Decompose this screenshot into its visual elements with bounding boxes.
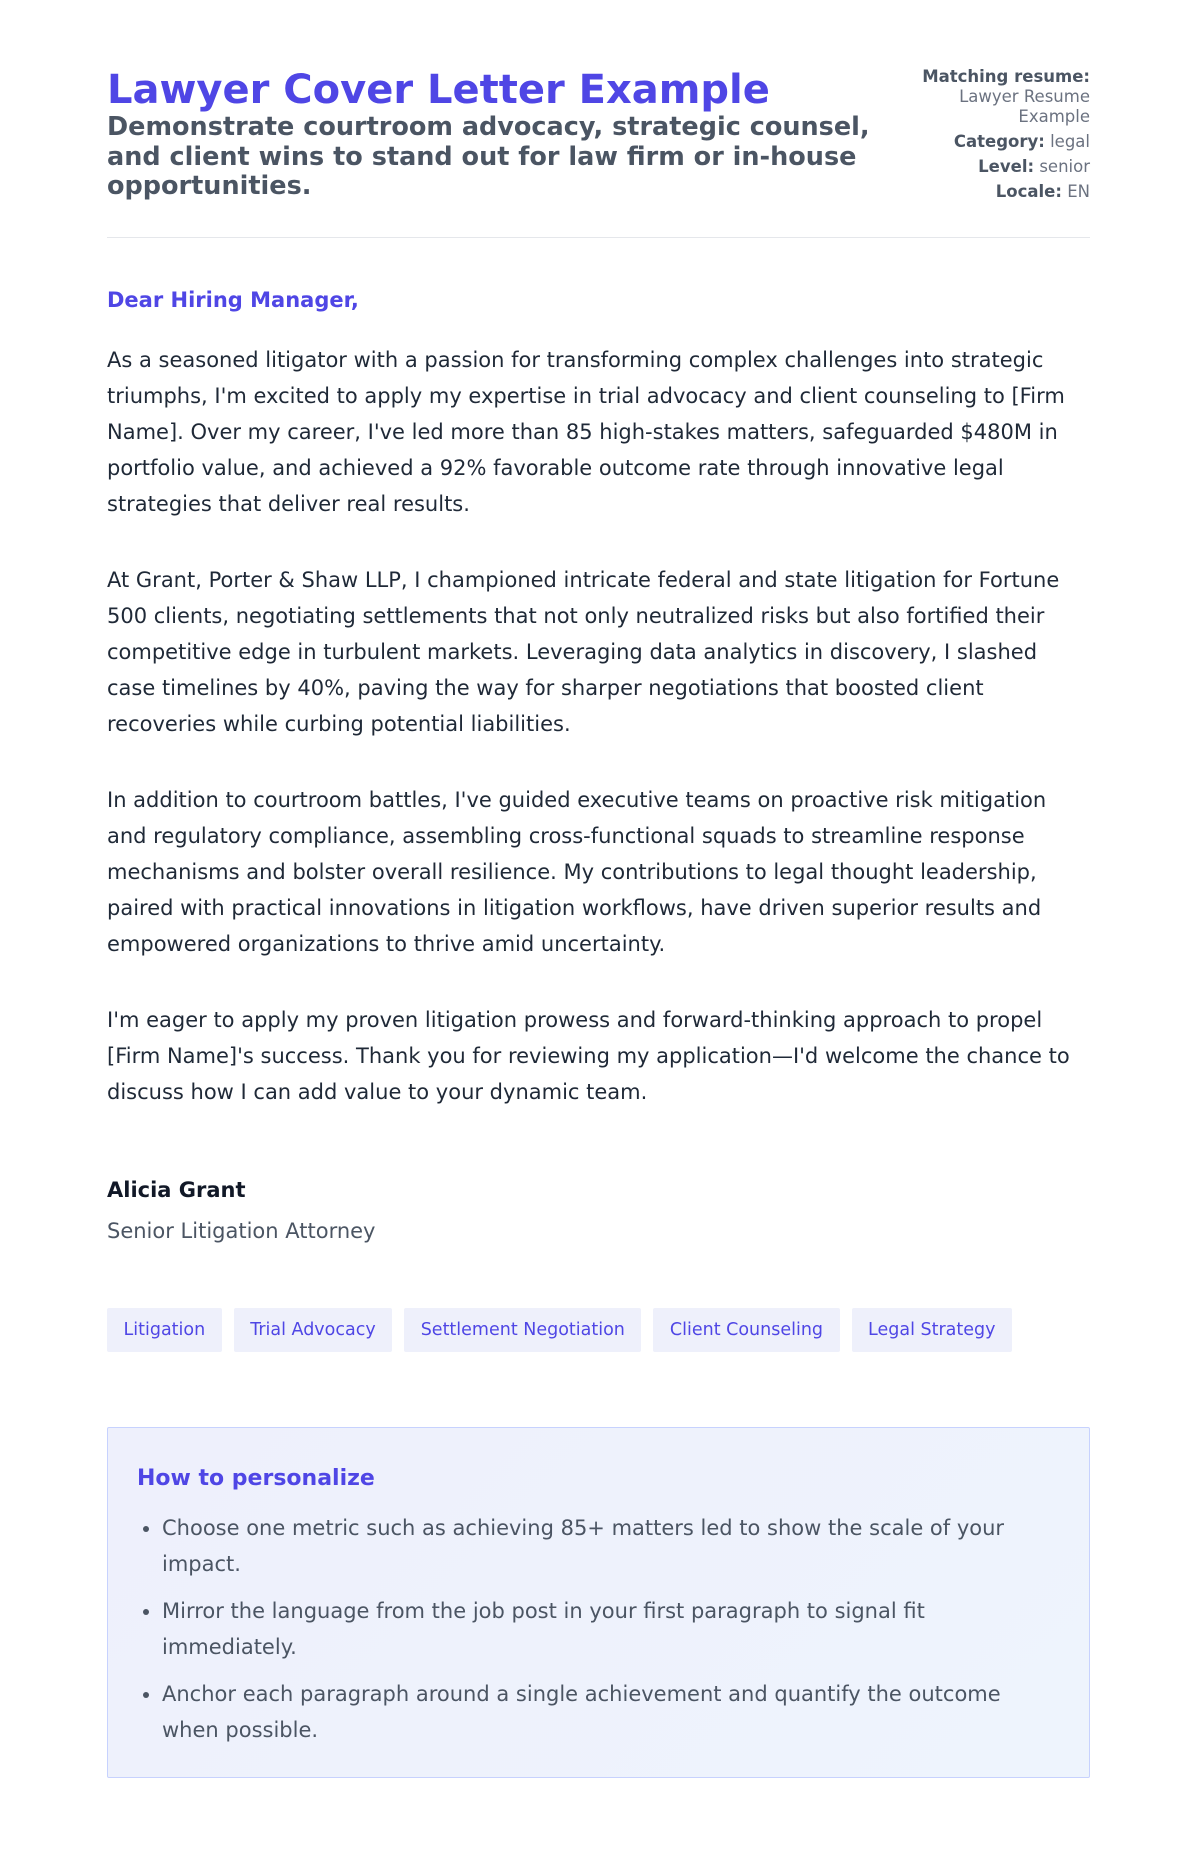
meta-matching-resume-value[interactable]: Lawyer Resume Example: [959, 87, 1090, 126]
skill-tag: Client Counseling: [653, 1308, 839, 1352]
skill-tag: Legal Strategy: [852, 1308, 1012, 1352]
meta-category-value: legal: [1050, 132, 1090, 151]
meta-matching-resume: [900, 67, 1090, 127]
tips-title: How to personalize: [137, 1466, 375, 1491]
meta-level: [900, 157, 1090, 177]
tip-item: • Anchor each paragraph around a single achievement and quantify the outcome when possible.: [162, 1676, 1062, 1748]
page-subtitle: Demonstrate courtroom advocacy, strategic counsel, and client wins to stand out for law firm or in-house opportunities.: [107, 112, 870, 201]
page-title: Lawyer Cover Letter Example: [107, 67, 770, 113]
letter-paragraph: I'm eager to apply my proven litigation prowess and forward-thinking approach to propel [Firm Name]'s success. Thank you for reviewing my application—I'd welcome the chance to discuss how I can add value to your dynamic team.: [107, 1008, 1070, 1104]
meta-matching-resume-label: Matching resume:: [922, 67, 1090, 86]
meta-category: [900, 132, 1090, 152]
meta-locale-value: EN: [1067, 182, 1090, 201]
tip-item: • Mirror the language from the job post in your first paragraph to signal fit immediately.: [162, 1593, 1062, 1665]
cover-letter-page: [107, 0, 1090, 1742]
signature-name: Alicia Grant: [107, 1178, 246, 1202]
letter-body: [107, 342, 1090, 1150]
tip-item: • Choose one metric such as achieving 85+ matters led to show the scale of your impact.: [162, 1510, 1062, 1582]
letter-paragraph: At Grant, Porter & Shaw LLP, I championed intricate federal and state litigation for Fortune 500 clients, negotiating settlements that not only neutralized risks but also fortified their competitive edge in turbulent markets. Leveraging data analytics in discovery, I slashed case timelines by 40%, paving the way for sharper negotiations that boosted client recoveries while curbing potential liabilities.: [107, 568, 1060, 736]
page-header: [107, 0, 1090, 238]
signature-title: Senior Litigation Attorney: [107, 1219, 376, 1243]
letter-paragraph: In addition to courtroom battles, I've guided executive teams on proactive risk mitigation and regulatory compliance, assembling cross-functional squads to streamline response mechanisms and bolster overall resilience. My contributions to legal thought leadership, paired with practical innovations in litigation workflows, have driven superior results and empowered organizations to thrive amid uncertainty.: [107, 788, 1047, 956]
skill-tag: Litigation: [107, 1308, 222, 1352]
meta-category-label: Category:: [953, 132, 1045, 151]
meta-locale-label: Locale:: [995, 182, 1062, 201]
meta-level-value: senior: [1039, 157, 1090, 176]
skill-tag: Trial Advocacy: [234, 1308, 392, 1352]
tips-list: [137, 1510, 1062, 1759]
letter-greeting: Dear Hiring Manager,: [107, 288, 359, 312]
letter-paragraph: As a seasoned litigator with a passion for transforming complex challenges into strategic triumphs, I'm excited to apply my expertise in trial advocacy and client counseling to [Firm Name]. Over my career, I've led more than 85 high-stakes matters, safeguarded $480M in portfolio value, and achieved a 92% favorable outcome rate through innovative legal strategies that deliver real results.: [107, 348, 1065, 516]
meta-panel: [900, 67, 1090, 207]
meta-locale: [900, 182, 1090, 202]
meta-level-label: Level:: [978, 157, 1035, 176]
personalize-tips-box: [107, 1427, 1090, 1778]
skill-tags: [107, 1308, 1012, 1352]
skill-tag: Settlement Negotiation: [404, 1308, 641, 1352]
